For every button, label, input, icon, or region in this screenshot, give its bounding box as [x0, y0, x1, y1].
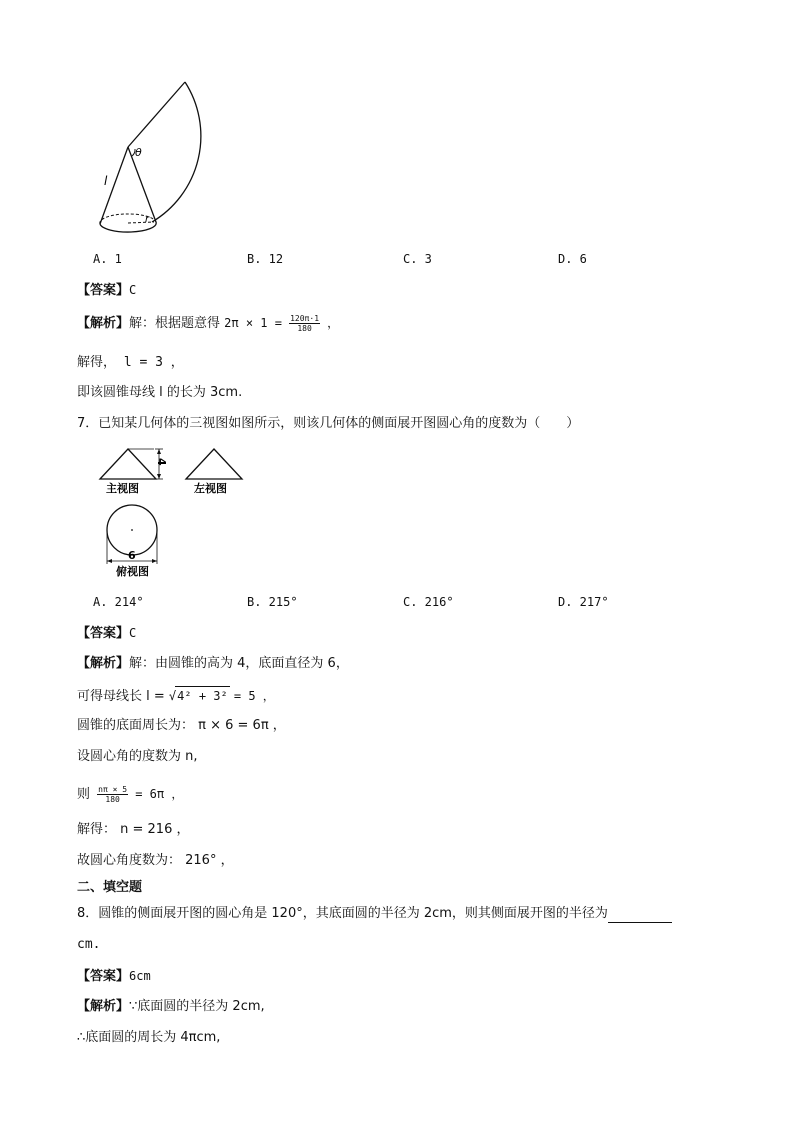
q7-analysis-line4: 设圆心角的度数为 n,: [77, 749, 198, 764]
cone-radius: [128, 222, 154, 223]
q8-answer: [77, 967, 151, 986]
q8-stem-line2: cm.: [77, 937, 101, 952]
q7-analysis-line6: 解得： n = 216 ，: [77, 822, 190, 837]
answer-tag: 【答案】: [77, 969, 130, 984]
front-view-label: 主视图: [106, 482, 139, 495]
q7-option-b: B. 215°: [247, 595, 298, 609]
side-view-triangle: [186, 449, 242, 479]
q6-option-c: C. 3: [403, 252, 432, 266]
q6-option-d: D. 6: [558, 252, 587, 266]
answer-tag: 【答案】: [77, 283, 130, 298]
analysis-tag: 【解析】: [77, 316, 130, 331]
height-value: 4: [155, 458, 168, 466]
q7-analysis-line3: 圆锥的底面周长为： π × 6 = 6π ，: [77, 718, 286, 733]
sector-arc: [152, 82, 201, 222]
analysis-tag: 【解析】: [77, 999, 130, 1014]
answer-value: C: [129, 283, 137, 297]
diameter-value: 6: [128, 549, 136, 562]
fraction: $\frac{120\pi\cdot 1}{180}$: [290, 314, 320, 333]
q7-option-c: C. 216°: [403, 595, 454, 609]
q7-analysis-line7: 故圆心角度数为： 216° ，: [77, 853, 234, 868]
answer-value: 6cm: [129, 969, 151, 983]
q7-analysis-line2: 可得母线长 l = √4² + 3² = 5 ，: [77, 686, 275, 706]
fraction: $\frac{n\pi \times 5}{180}$: [98, 785, 128, 804]
q8-stem-line1: 8．圆锥的侧面展开图的圆心角是 120°，其底面圆的半径为 2cm，则其侧面展开图的半径为: [77, 905, 672, 923]
q6-option-a: A. 1: [93, 252, 122, 266]
q6-analysis-line3: 即该圆锥母线 l 的长为 3cm.: [77, 385, 243, 400]
q7-analysis-line1: 【解析】解：由圆锥的高为 4，底面直径为 6，: [77, 656, 349, 671]
q7-stem: 7．已知某几何体的三视图如图所示，则该几何体的侧面展开图圆心角的度数为（ ）: [77, 416, 580, 431]
front-view-triangle: [100, 449, 156, 479]
q7-option-a: A. 214°: [93, 595, 144, 609]
answer-value: C: [129, 626, 137, 640]
answer-tag: 【答案】: [77, 626, 130, 641]
radical: 4² + 3²: [175, 686, 230, 705]
radius-label: r: [145, 214, 150, 225]
sector-radius-top: [128, 82, 185, 147]
analysis-tag: 【解析】: [77, 656, 130, 671]
three-view-figure: [96, 444, 246, 584]
cone-sector-figure: [90, 72, 230, 244]
q8-analysis-line1: 【解析】∵底面圆的半径为 2cm,: [77, 999, 265, 1014]
top-view-label: 俯视图: [116, 565, 149, 578]
answer-blank: [608, 908, 672, 923]
slant-label: l: [104, 174, 108, 188]
theta-label: θ: [135, 146, 142, 159]
q7-analysis-line5: 则 $\frac{n\pi \times 5}{180}$ = 6π ，: [77, 785, 184, 804]
q6-analysis-line1: 【解析】解：根据题意得 2π × 1 = $\frac{120\pi\cdot 1}{180}$ ，: [77, 314, 340, 333]
q8-analysis-line2: ∴底面圆的周长为 4πcm,: [77, 1030, 221, 1045]
q7-option-d: D. 217°: [558, 595, 609, 609]
q7-answer: [77, 624, 136, 643]
q6-analysis-line2: 解得， l = 3 ，: [77, 355, 184, 370]
q6-answer: [77, 281, 136, 300]
section-heading: 二、填空题: [77, 880, 143, 895]
q6-option-b: B. 12: [247, 252, 284, 266]
cone-right-edge: [128, 147, 156, 222]
side-view-label: 左视图: [194, 482, 227, 495]
